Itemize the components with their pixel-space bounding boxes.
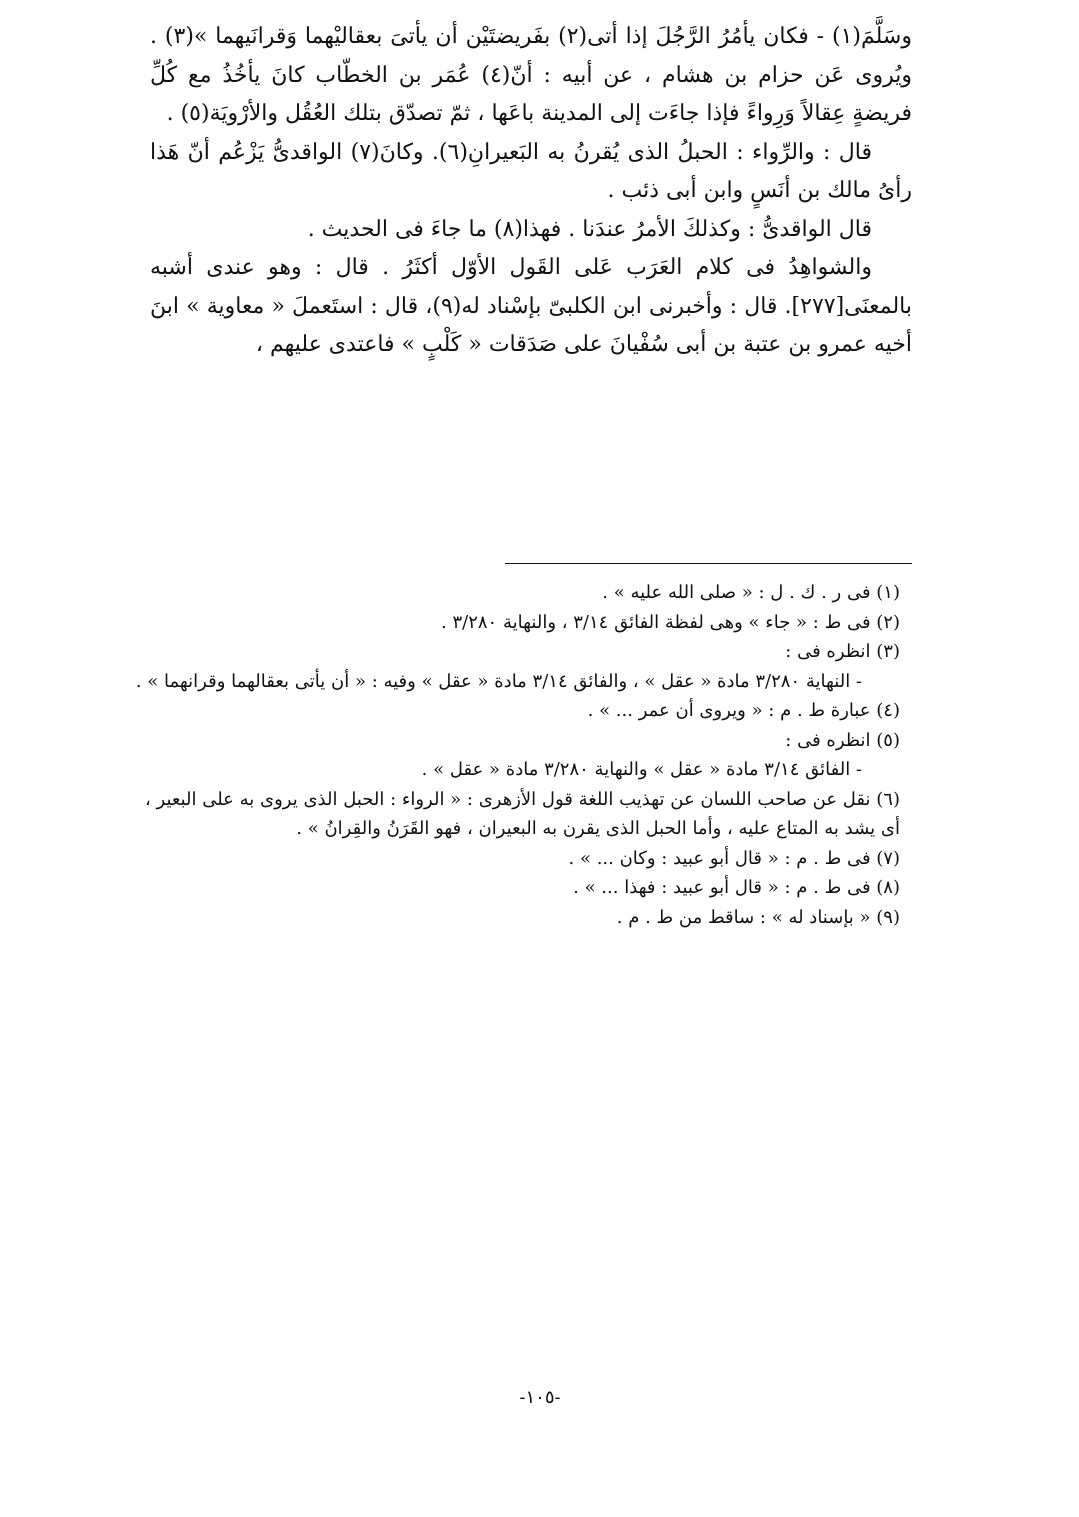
main-paragraph-4: والشواهِدُ فى كلام العَرَب عَلى القَول الأوّل أكثَرُ . قال : وهو عندى أشبه بالمعنَى[٢٧٧]. قال : وأخبرنى ابن الكلبىّ بإسْناد له(٩)، قال : استَعملَ « معاوية » ابنَ أخيه عمرو بن عتبة بن أبى سُفْيانَ على صَدَقات « كَلْبٍ » فاعتدى عليهم ،: [150, 255, 912, 357]
footnote-9: (٩) « بإسناد له » : ساقط من ط . م .: [616, 906, 900, 928]
footnote-7: (٧) فى ط . م : « قال أبو عبيد : وكان ... » .: [568, 847, 900, 869]
footnote-5-detail: - الفائق ٣/١٤ مادة « عقل » والنهاية ٣/٢٨٠ مادة « عقل » .: [421, 759, 862, 780]
footnote-4: (٤) عبارة ط . م : « ويروى أن عمر ... » .: [587, 700, 900, 721]
footnote-5: (٥) انظره فى :: [785, 729, 900, 751]
page-number: -١٠٥-: [519, 1387, 561, 1408]
footnotes-section: [130, 578, 908, 932]
main-text-body: [150, 18, 912, 365]
footnote-divider: [505, 563, 912, 564]
footnote-2: (٢) فى ط : « جاء » وهى لفظة الفائق ٣/١٤ ، والنهاية ٣/٢٨٠ .: [441, 611, 900, 633]
main-paragraph-2: قال : والرِّواء : الحبلُ الذى يُقرنُ به البَعيرانِ(٦). وكانَ(٧) الواقدىُّ يَزْعُم أنّ هَذا رأىُ مالك بن أنَسٍ وابن أبى ذئب .: [150, 139, 912, 203]
footnote-3: (٣) انظره فى :: [785, 641, 900, 662]
footnote-1: (١) فى ر . ك . ل : « صلى الله عليه » .: [602, 582, 900, 603]
main-paragraph-1: وسَلَّمَ(١) - فكان يأمُرُ الرَّجُلَ إذا أتى(٢) بفَريضتَيْن أن يأتىَ بعقاليْهما وَقرانَيهما »(٣) . ويُروى عَن حزام بن هشام ، عن أبيه : أنّ(٤) عُمَر بن الخطّاب كانَ يأخُذُ مع كُلِّ فريضةٍ عِقالاً وَرِواءً فإذا جاءَت إلى المدينة باعَها ، ثمّ تصدّق بتلك العُقُل والأرْويَة(٥) .: [150, 24, 912, 126]
footnote-6: (٦) نقل عن صاحب اللسان عن تهذيب اللغة قول الأزهرى : « الرواء : الحبل الذى يروى به على البعير ، أى يشد به المتاع عليه ، وأما الحبل الذى يقرن به البعيران ، فهو القَرَنُ والقِرانُ » .: [144, 788, 900, 839]
footnote-8: (٨) فى ط . م : « قال أبو عبيد : فهذا ... » .: [573, 877, 900, 898]
main-paragraph-3: قال الواقدىُّ : وكذلكَ الأمرُ عندَنا . فهذا(٨) ما جاءَ فى الحديث .: [307, 216, 872, 242]
footnote-3-detail: - النهاية ٣/٢٨٠ مادة « عقل » ، والفائق ٣/١٤ مادة « عقل » وفيه : « أن يأتى بعقالهما وقرانهما » .: [135, 670, 862, 692]
